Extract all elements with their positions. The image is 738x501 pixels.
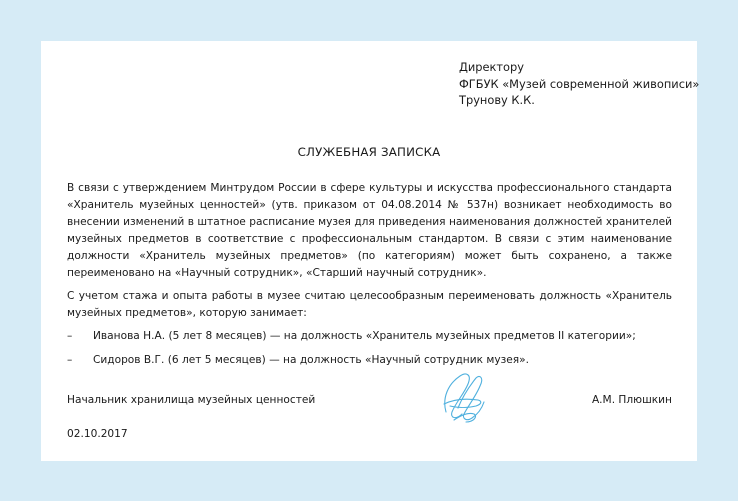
signature-stroke [444, 399, 481, 407]
list-item [67, 352, 672, 369]
memo-page [41, 41, 700, 461]
document-date: 02.10.2017 [67, 428, 128, 440]
list-item-text: Сидоров В.Г. (6 лет 5 месяцев) — на должность «Научный сотрудник музея». [93, 354, 529, 366]
signer-position: Начальник хранилища музейных ценностей [67, 394, 316, 406]
paragraph-proposal: С учетом стажа и опыта работы в музее считаю целесообразным переименовать должность «Хранитель музейных предметов», которую занимает: [67, 290, 672, 319]
paragraph-justification: В связи с утверждением Минтрудом России в сфере культуры и искусства профессионального стандарта «Хранитель музейных ценностей» (утв. приказом от 04.08.2014 № 537н) возникает необходимость во внесении изменений в штатное расписание музея для приведения наименования должностей хранителей музейных предметов в соответствие с профессиональным стандартом. В связи с этим наименование должности «Хранитель музейных предметов» (по категориям) может быть сохранено, а также переименовано на «Научный сотрудник», «Старший научный сотрудник». [67, 182, 672, 279]
list-item [67, 328, 672, 345]
memo-body [67, 180, 672, 376]
signature-strokes [444, 374, 484, 422]
addressee-block [459, 59, 699, 109]
addressee-name: Трунову К.К. [459, 93, 535, 107]
addressee-organization: ФГБУК «Музей современной живописи» [459, 76, 700, 91]
list-dash: – [67, 354, 73, 366]
handwritten-signature [438, 368, 488, 426]
document-title: СЛУЖЕБНАЯ ЗАПИСКА [297, 145, 441, 159]
list-item-text: Иванова Н.А. (5 лет 8 месяцев) — на должность «Хранитель музейных предметов II категории»; [93, 330, 636, 342]
list-dash: – [67, 330, 73, 342]
signer-name: А.М. Плюшкин [591, 394, 672, 406]
addressee-title: Директору [459, 60, 524, 74]
